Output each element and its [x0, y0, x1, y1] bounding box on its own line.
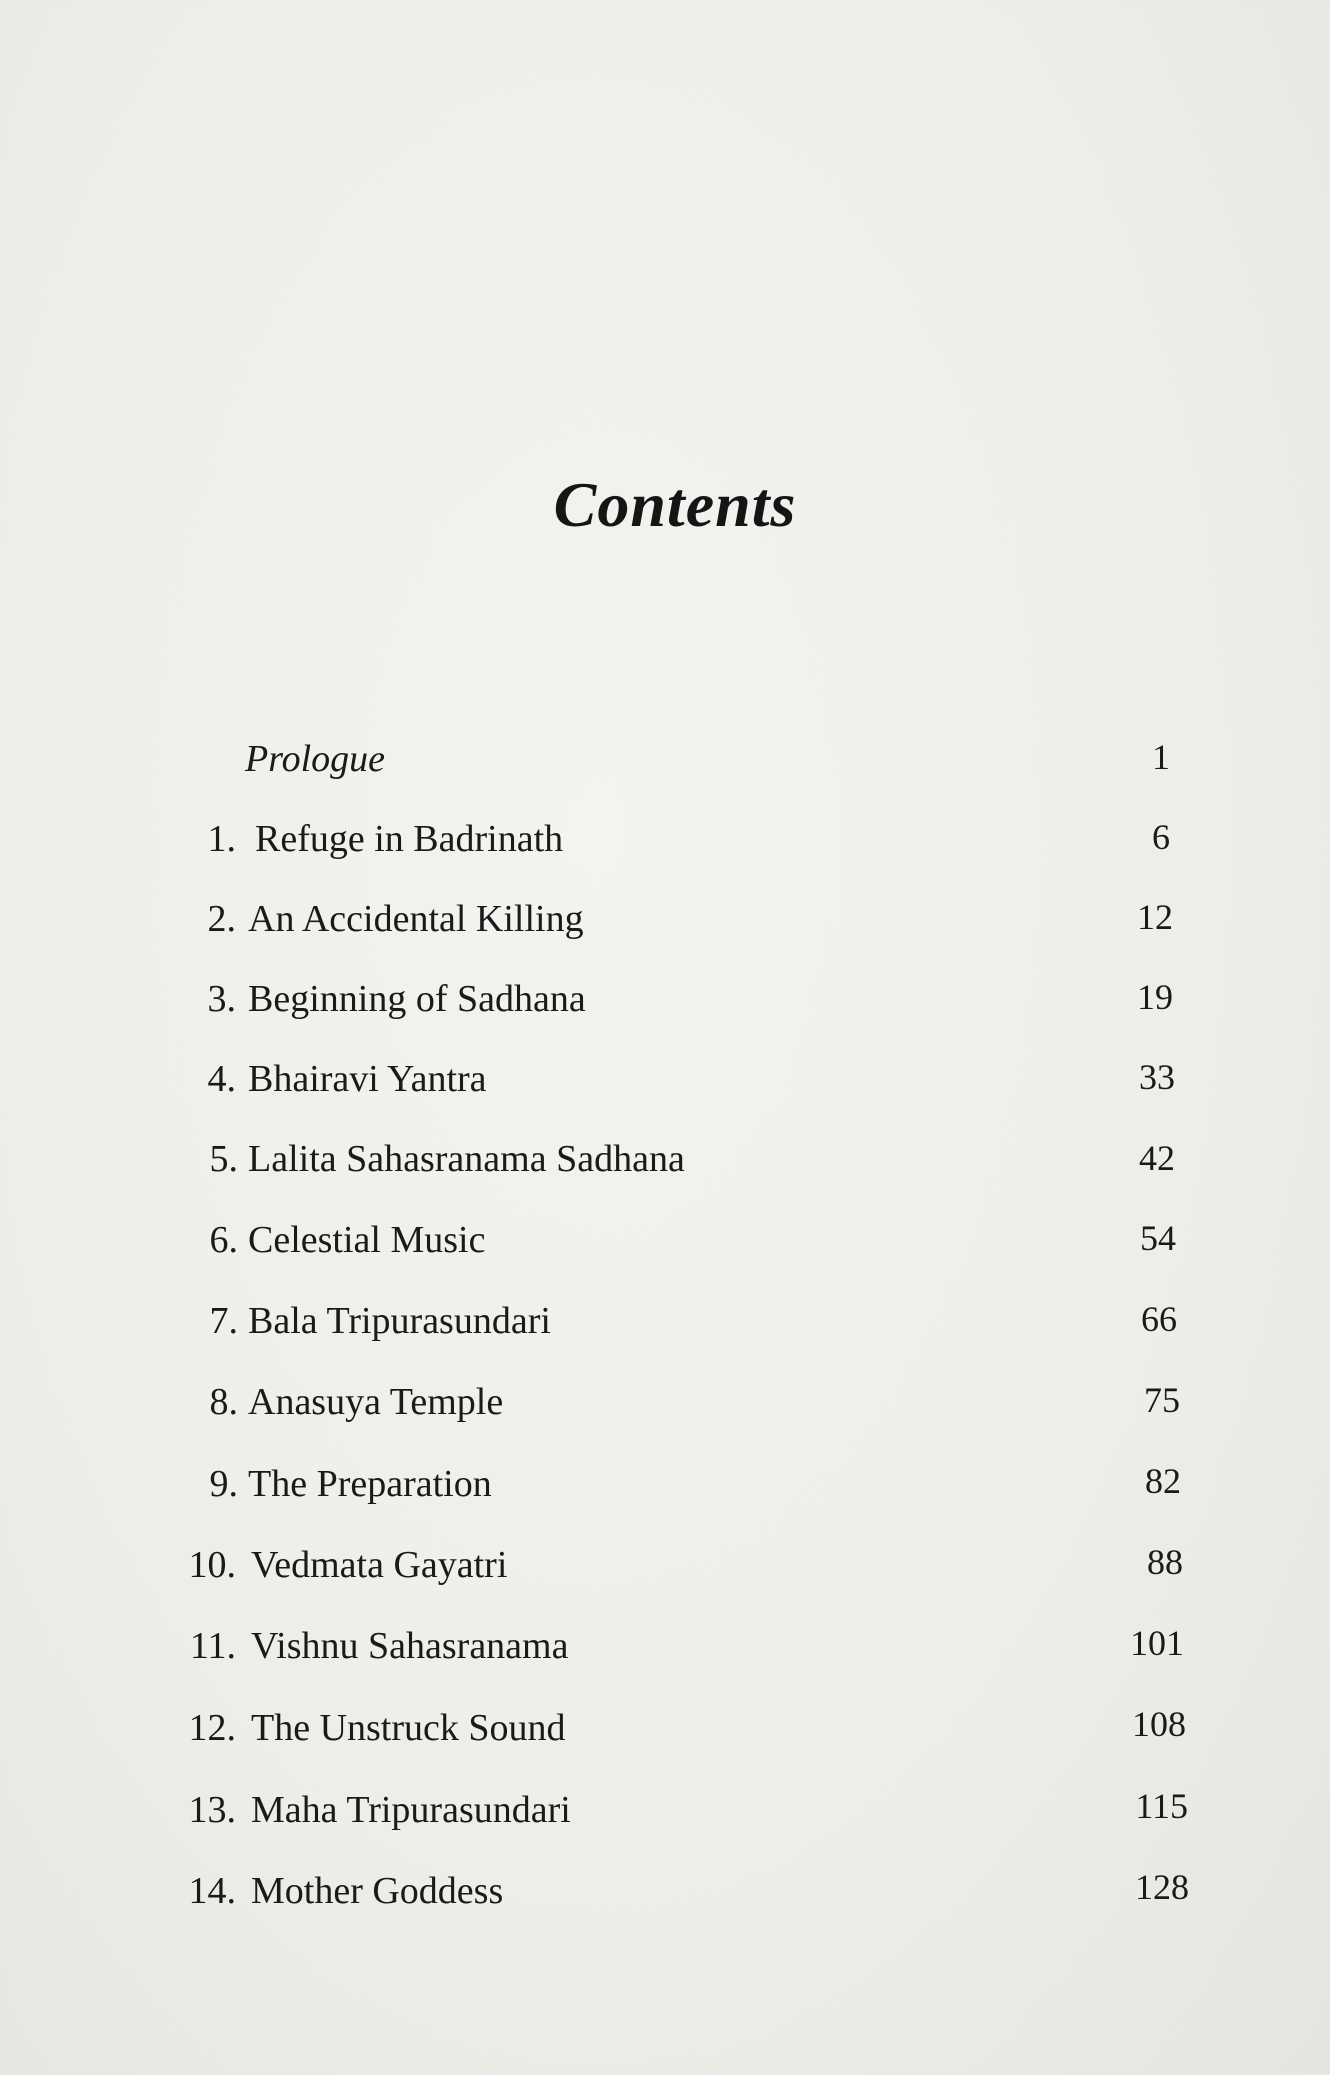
page-number: 82 [1145, 1461, 1181, 1501]
toc-entry [0, 1786, 1330, 1834]
page-number: 128 [1135, 1867, 1189, 1907]
page-number: 1 [1152, 737, 1170, 777]
page-number: 33 [1139, 1057, 1175, 1097]
toc-entry [0, 1135, 1330, 1183]
chapter-title: An Accidental Killing [248, 898, 584, 940]
toc-entry [0, 895, 1330, 943]
page-number: 42 [1139, 1138, 1175, 1178]
toc-entry [0, 1055, 1330, 1103]
chapter-number: 13. [188, 1789, 236, 1831]
toc-entry [0, 1622, 1330, 1670]
chapter-number: 14. [188, 1870, 236, 1912]
chapter-title: Refuge in Badrinath [255, 818, 564, 860]
page-number: 12 [1137, 897, 1173, 937]
chapter-number: 5. [209, 1138, 238, 1180]
chapter-number: 10. [188, 1544, 236, 1586]
toc-entry [0, 975, 1330, 1023]
page-number: 101 [1130, 1623, 1184, 1663]
chapter-title: Mother Goddess [251, 1870, 504, 1912]
toc-entry [0, 1297, 1330, 1345]
chapter-number: 6. [209, 1219, 238, 1261]
chapter-number: 11. [189, 1625, 236, 1667]
chapter-number: 9. [209, 1463, 238, 1505]
chapter-number: 1. [207, 818, 236, 860]
chapter-title: Bala Tripurasundari [248, 1300, 551, 1342]
chapter-title: Beginning of Sadhana [248, 978, 586, 1020]
page-number: 54 [1140, 1218, 1176, 1258]
chapter-title: Anasuya Temple [248, 1381, 504, 1423]
chapter-title: Celestial Music [248, 1219, 486, 1261]
page-number: 75 [1144, 1380, 1180, 1420]
page-number: 6 [1152, 817, 1170, 857]
chapter-title: The Preparation [248, 1463, 492, 1505]
chapter-number: 12. [188, 1707, 236, 1749]
chapter-title: Vishnu Sahasranama [251, 1625, 569, 1667]
toc-entry [0, 815, 1330, 863]
toc-entry [0, 1541, 1330, 1589]
page-number: 66 [1141, 1299, 1177, 1339]
chapter-title: Prologue [245, 738, 386, 780]
chapter-number: 8. [209, 1381, 238, 1423]
toc-entry [0, 1704, 1330, 1752]
page-number: 115 [1135, 1786, 1188, 1826]
toc-entry [0, 735, 1330, 783]
toc-entry [0, 1378, 1330, 1426]
chapter-title: Bhairavi Yantra [248, 1058, 487, 1100]
toc-entry [0, 1867, 1330, 1915]
chapter-number: 3. [207, 978, 236, 1020]
chapter-title: The Unstruck Sound [251, 1707, 566, 1749]
chapter-number: 4. [207, 1058, 236, 1100]
page-title: Contents [553, 469, 797, 540]
page-number: 88 [1147, 1542, 1183, 1582]
page-number: 108 [1132, 1704, 1186, 1744]
page-number: 19 [1137, 977, 1173, 1017]
chapter-title: Maha Tripurasundari [251, 1789, 571, 1831]
chapter-title: Vedmata Gayatri [251, 1544, 508, 1586]
toc-entry [0, 1216, 1330, 1264]
chapter-title: Lalita Sahasranama Sadhana [248, 1138, 685, 1180]
chapter-number: 2. [207, 898, 236, 940]
chapter-number: 7. [209, 1300, 238, 1342]
toc-entry [0, 1460, 1330, 1508]
